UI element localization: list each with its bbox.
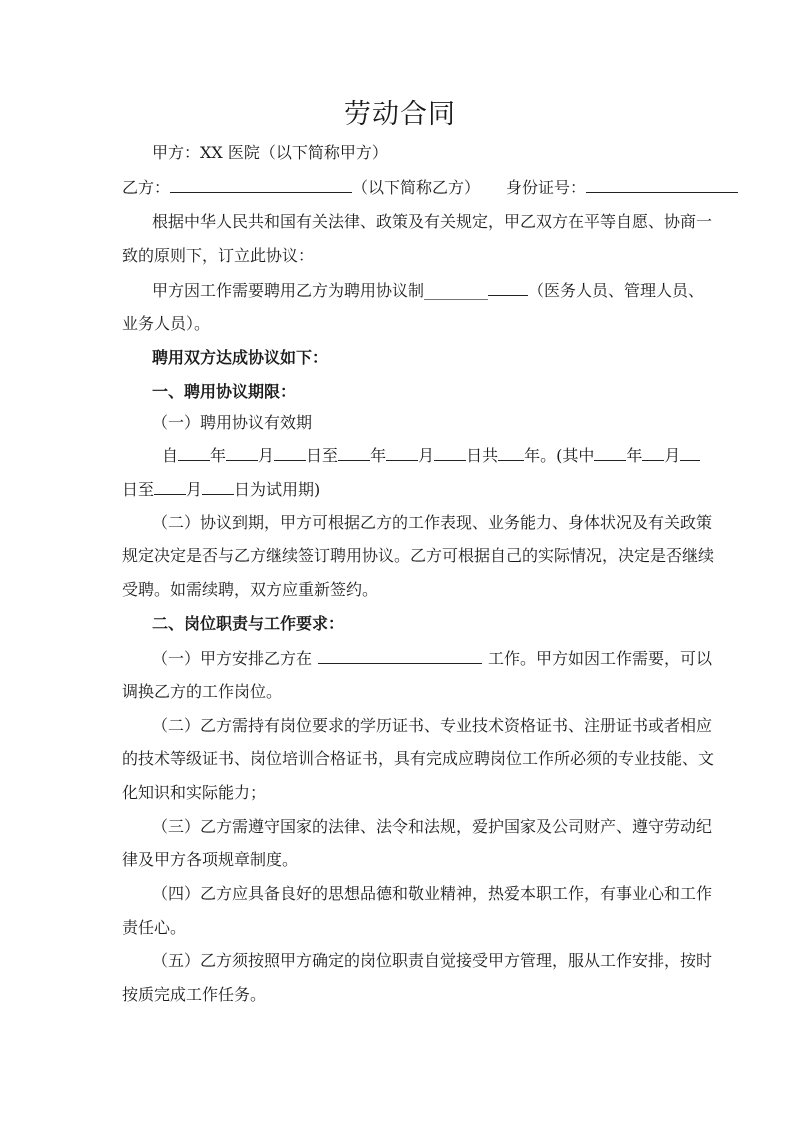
section2-heading: 二、岗位职责与工作要求： xyxy=(152,614,345,633)
trial-end-month-blank xyxy=(154,479,186,495)
section2-item4-line-2: 责任心。 xyxy=(122,918,187,937)
trial-start-day-blank xyxy=(680,445,700,461)
period-text: 日至 xyxy=(306,446,339,465)
section2-item2-line-3: 化知识和实际能力； xyxy=(122,783,267,802)
document-title: 劳动合同 xyxy=(344,99,456,130)
start-month-blank xyxy=(226,445,258,461)
id-number-label: 身份证号： xyxy=(506,178,587,197)
trial-start-month-blank xyxy=(642,445,664,461)
hire-line-2: 业务人员）。 xyxy=(122,314,211,333)
end-day-blank xyxy=(434,445,466,461)
period-text: 日共 xyxy=(466,446,499,465)
agreement-heading: 聘用双方达成协议如下： xyxy=(152,348,329,367)
intro-line-1: 根据中华人民共和国有关法律、政策及有关规定，甲乙双方在平等自愿、协商一 xyxy=(152,212,713,231)
period-text: 月 xyxy=(258,446,275,465)
period-line-2 xyxy=(122,479,320,500)
period-text: 日为试用期) xyxy=(234,480,321,499)
hire-prefix: 甲方因工作需要聘用乙方为聘用协议制________ xyxy=(152,281,489,300)
period-text: 自 xyxy=(162,446,179,465)
trial-end-day-blank xyxy=(202,479,234,495)
period-text: 年 xyxy=(370,446,387,465)
party-b-name-blank xyxy=(170,177,352,193)
section1-item2-line-3: 受聘。如需续聘，双方应重新签约。 xyxy=(122,580,379,599)
start-year-blank xyxy=(178,445,210,461)
item-text: （一）甲方安排乙方在 xyxy=(152,649,313,668)
party-b-label: 乙方： xyxy=(122,178,171,197)
period-text: 日至 xyxy=(122,480,155,499)
period-text: 年。(其中 xyxy=(524,446,595,465)
party-b-line xyxy=(122,177,738,198)
section2-item3-line-2: 律及甲方各项规章制度。 xyxy=(122,850,299,869)
section2-item1-line-1 xyxy=(152,648,712,669)
hire-suffix: （医务人员、管理人员、 xyxy=(528,281,705,300)
work-post-blank xyxy=(318,648,482,664)
hire-line-1 xyxy=(152,280,704,301)
section1-item2-line-2: 规定决定是否与乙方继续签订聘用协议。乙方可根据自己的实际情况，决定是否继续 xyxy=(122,546,715,565)
item-text: 工作。甲方如因工作需要，可以 xyxy=(488,649,713,668)
period-text: 年 xyxy=(626,446,643,465)
period-line-1 xyxy=(162,445,700,466)
section2-item2-line-1: （二）乙方需持有岗位要求的学历证书、专业技术资格证书、注册证书或者相应 xyxy=(152,716,713,735)
period-text: 月 xyxy=(664,446,681,465)
start-day-blank xyxy=(274,445,306,461)
end-year-blank xyxy=(338,445,370,461)
section2-item2-line-2: 的技术等级证书、岗位培训合格证书，具有完成应聘岗位工作所必须的专业技能、文 xyxy=(122,749,715,768)
id-number-blank xyxy=(586,177,738,193)
intro-line-2: 致的原则下，订立此协议： xyxy=(122,246,315,265)
section1-heading: 一、聘用协议期限： xyxy=(152,382,297,401)
total-years-blank xyxy=(498,445,524,461)
section1-item2-line-1: （二）协议到期，甲方可根据乙方的工作表现、业务能力、身体状况及有关政策 xyxy=(152,513,713,532)
section2-item5-line-2: 按质完成工作任务。 xyxy=(122,985,267,1004)
section2-item5-line-1: （五）乙方须按照甲方确定的岗位职责自觉接受甲方管理，服从工作安排，按时 xyxy=(152,951,713,970)
party-a-line: 甲方：XX 医院（以下简称甲方） xyxy=(152,143,388,162)
hire-position-blank xyxy=(488,280,528,296)
period-text: 月 xyxy=(418,446,435,465)
party-b-suffix: （以下简称乙方） xyxy=(352,178,481,197)
section2-item3-line-1: （三）乙方需遵守国家的法律、法令和法规，爱护国家及公司财产、遵守劳动纪 xyxy=(152,817,713,836)
section2-item1-line-2: 调换乙方的工作岗位。 xyxy=(122,682,283,701)
end-month-blank xyxy=(386,445,418,461)
period-text: 月 xyxy=(186,480,203,499)
trial-start-year-blank xyxy=(594,445,626,461)
section1-item1-title: （一）聘用协议有效期 xyxy=(152,413,313,432)
section2-item4-line-1: （四）乙方应具备良好的思想品德和敬业精神，热爱本职工作，有事业心和工作 xyxy=(152,884,713,903)
period-text: 年 xyxy=(210,446,227,465)
